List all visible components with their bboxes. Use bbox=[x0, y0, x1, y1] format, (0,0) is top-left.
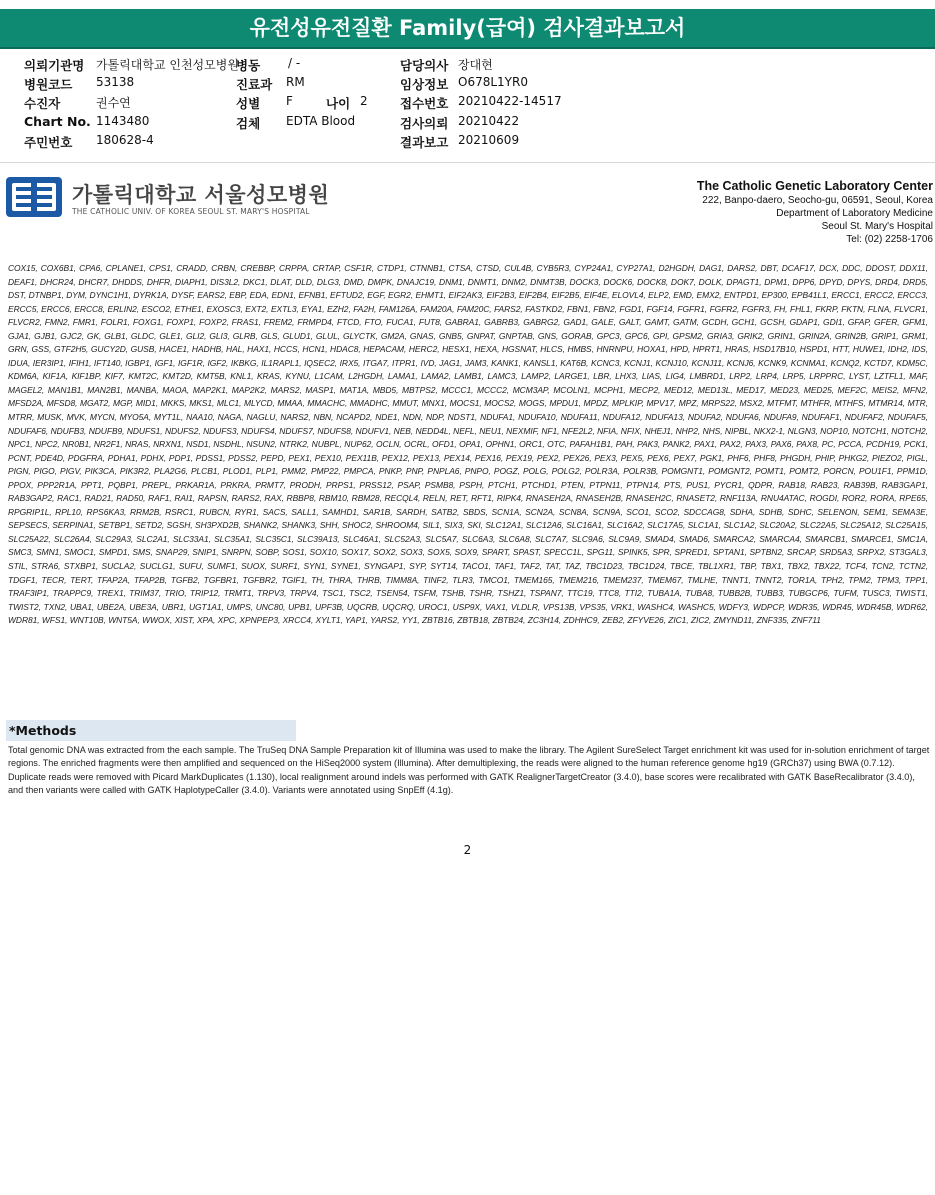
report-value: 20210609 bbox=[458, 133, 520, 147]
page-number: 2 bbox=[463, 843, 472, 857]
institution-label: 의뢰기관명 bbox=[24, 58, 85, 73]
lab-center-address bbox=[553, 178, 933, 246]
info-row-4 bbox=[0, 114, 935, 132]
dept-label: 진료과 bbox=[236, 77, 273, 92]
info-row-1 bbox=[0, 56, 935, 74]
hospital-code-label: 병원코드 bbox=[24, 77, 73, 92]
sex-value: F bbox=[286, 94, 293, 108]
rrn-value: 180628-4 bbox=[96, 133, 154, 147]
hospital-code-value: 53138 bbox=[96, 75, 135, 89]
chart-label: Chart No. bbox=[24, 114, 91, 129]
methods-heading: *Methods bbox=[6, 720, 296, 741]
receipt-label: 접수번호 bbox=[400, 96, 449, 111]
address-line-3: Seoul St. Mary's Hospital bbox=[821, 221, 933, 232]
info-row-5 bbox=[0, 133, 935, 151]
specimen-value: EDTA Blood bbox=[286, 114, 356, 128]
address-line-2: Department of Laboratory Medicine bbox=[776, 208, 933, 219]
patient-value: 권수연 bbox=[96, 96, 131, 110]
hospital-name-en: THE CATHOLIC UNIV. OF KOREA SEOUL ST. MARY'S HOSPITAL bbox=[72, 207, 310, 216]
hospital-logo bbox=[6, 177, 330, 221]
ward-value: / - bbox=[288, 56, 301, 70]
lab-center-name: The Catholic Genetic Laboratory Center bbox=[696, 179, 933, 193]
doctor-label: 담당의사 bbox=[400, 58, 449, 73]
sex-label: 성별 bbox=[236, 96, 261, 111]
report-label: 결과보고 bbox=[400, 135, 449, 150]
header-divider bbox=[0, 162, 935, 163]
address-line-1: 222, Banpo-daero, Seocho-gu, 06591, Seoul, Korea bbox=[702, 195, 933, 206]
gene-list: COX15, COX6B1, CPA6, CPLANE1, CPS1, CRADD, CRBN, CREBBP, CRPPA, CRTAP, CSF1R, CTDP1, CTNNB1, CTSA, CTSD, CUL4B, CYB5R3, CYP24A1, CYP27A1, D2HGDH, DAG1, DARS2, DBT, DCAF17, DCX, DDC, DDOST, DDX11, DEAF1, DHCR24, DHCR7, DHDDS, DHFR, DIAPH1, DIS3L2, DKC1, DLAT, DLD, DLG3, DMD, DMPK, DNAJC19, DNM1, DNMT1, DNM2, DNMT3B, DOCK3, DOCK6, DOCK8, DOK7, DOLK, DPAGT1, DPM1, DPP6, DPYD, DPYS, DRD4, DRD5, DST, DTNBP1, DYM, DYNC1H1, DYRK1A, DYSF, EARS2, EBP, EDA, EDN1, EFNB1, EFTUD2, EGF, EGR2, EHMT1, EIF2AK3, EIF2B3, EIF2B4, EIF2B5, EIF4E, ELOVL4, ELP2, EMD, EMX2, ENTPD1, EP300, EPB41L1, ERCC1, ERCC2, ERCC3, ERCC5, ERCC6, ERCC8, ERLIN2, ESCO2, ETHE1, EXOSC3, EXT2, EXTL3, EYA1, EZH2, FA2H, FAM126A, FAM20A, FAM20C, FARS2, FASTKD2, FBN1, FBN2, FGD1, FGF14, FGFR1, FGFR2, FGFR3, FH, FHL1, FKRP, FKTN, FLNA, FLVCR1, FLVCR2, FMN2, FMR1, FOLR1, FOXG1, FOXP1, FOXP2, FRAS1, FREM2, FRMPD4, FTCD, FTO, FUCA1, FUT8, GABRA1, GABRB3, GABRG2, GAD1, GALE, GALT, GAMT, GATM, GCDH, GCH1, GCSH, GDAP1, GDI1, GFAP, GFER, GFM1, GJA1, GJB1, GJC2, GK, GLB1, GLDC, GLE1, GLI2, GLI3, GLRB, GLS, GLUD1, GLUL, GLYCTK, GM2A, GNAS, GNB5, GNPAT, GNPTAB, GNS, GORAB, GPC3, GPC6, GPI, GPSM2, GRIA3, GRIK2, GRIN1, GRIN2A, GRIN2B, GRIP1, GRM1, GRN, GSS, GTF2H5, GUCY2D, GUSB, HACE1, HADHB, HAL, HAX1, HCCS, HCN1, HDAC8, HEPACAM, HERC2, HESX1, HEXA, HGSNAT, HLCS, HMBS, HNRNPU, HOXA1, HPD, HPRT1, HRAS, HSD17B10, HSPD1, HTT, HUWE1, IDH2, IDS, IDUA, IER3IP1, IFIH1, IFT140, IGBP1, IGF1, IGF1R, IGF2, IKBKG, IL1RAPL1, IQSEC2, IRX5, ITGA7, ITPR1, IVD, JAG1, JAM3, KANK1, KANSL1, KAT6B, KCNC3, KCNJ1, KCNJ10, KCNJ11, KCNJ6, KCNK9, KCNMA1, KCNQ2, KCTD7, KDM5C, KDM6A, KIF1A, KIF1BP, KIF7, KMT2C, KMT2D, KMT5B, KNL1, KRAS, KYNU, L1CAM, L2HGDH, LAMA1, LAMA2, LAMB1, LAMC3, LAMP2, LARGE1, LBR, LHX3, LIAS, LIG4, LMBRD1, LRP2, LRP4, LRP5, LRPPRC, LYST, LZTFL1, MAF, MAGEL2, MAN1B1, MAN2B1, MANBA, MAOA, MAP2K1, MAP2K2, MARS2, MASP1, MAT1A, MBD5, MBTPS2, MCCC1, MCCC2, MCM3AP, MCOLN1, MCPH1, MECP2, MED12, MED13L, MED17, MED23, MED25, MEF2C, MEIS2, MFN2, MFSD2A, MFSD8, MGAT2, MGP, MID1, MKKS, MKS1, MLC1, MLYCD, MMAA, MMACHC, MMADHC, MMUT, MNX1, MOCS1, MOCS2, MOGS, MPDU1, MPDZ, MPLKIP, MPV17, MPZ, MRPS22, MSX2, MTFMT, MTHFR, MTHFS, MTMR14, MTR, MTRR, MUSK, MVK, MYCN, MYO5A, MYT1L, NAA10, NAGA, NAGLU, NARS2, NBN, NCAPD2, NDE1, NDN, NDP, NDST1, NDUFA1, NDUFA10, NDUFA11, NDUFA12, NDUFA13, NDUFA2, NDUFA6, NDUFA9, NDUFAF1, NDUFAF2, NDUFAF5, NDUFAF6, NDUFB3, NDUFB9, NDUFS1, NDUFS2, NDUFS3, NDUFS4, NDUFS7, NDUFS8, NDUFV1, NEB, NEDD4L, NEFL, NEU1, NEXMIF, NF1, NFE2L2, NFIA, NFIX, NHEJ1, NHP2, NHS, NIPBL, NKX2-1, NLGN3, NOP10, NOTCH1, NOTCH2, NPC1, NPC2, NR0B1, NR2F1, NRAS, NRXN1, NSD1, NSDHL, NSUN2, NTRK2, NUBPL, NUP62, OCLN, OCRL, OFD1, OPA1, OPHN1, ORC1, OTC, PAFAH1B1, PAH, PAK3, PANK2, PAX1, PAX2, PAX3, PAX6, PAX8, PC, PCCA, PCDH19, PCK1, PCNT, PDE4D, PDGFRA, PDHA1, PDHX, PDP1, PDSS1, PDSS2, PEPD, PEX1, PEX10, PEX11B, PEX12, PEX13, PEX14, PEX16, PEX19, PEX2, PEX26, PEX3, PEX5, PEX6, PEX7, PGK1, PHF6, PHF8, PHGDH, PHIP, PHKG2, PIEZO2, PIGL, PIGN, PIGO, PIGV, PIK3CA, PIK3R2, PLA2G6, PLCB1, PLOD1, PLP1, PMM2, PMP22, PMPCA, PNKP, PNP, PNPLA6, PNPO, POGZ, POLG, POLG2, POLR3A, POLR3B, POMGNT1, POMGNT2, POMT1, POMT2, PORCN, POU1F1, PPM1D, PPOX, PPP2R1A, PPT1, PQBP1, PREPL, PRKAR1A, PRKRA, PRMT7, PRODH, PRPS1, PRSS12, PSAP, PSMB8, PSPH, PTCH1, PTCHD1, PTEN, PTPN11, PTPN14, PTS, PUS1, PYCR1, QDPR, RAB18, RAB23, RAB39B, RAB3GAP1, RAB3GAP2, RAC1, RAD21, RAD50, RAF1, RAI1, RAPSN, RARS2, RAX, RBBP8, RBM10, RBM28, RECQL4, RELN, RET, RFT1, RIPK4, RNASEH2A, RNASEH2B, RNASEH2C, RNASET2, RNF113A, RNU4ATAC, ROGDI, ROR2, RORA, RPE65, RPGRIP1L, RPL10, RPS6KA3, RRM2B, RSRC1, RUBCN, RYR1, SACS, SALL1, SAMHD1, SAR1B, SARDH, SATB2, SBDS, SCN1A, SCN2A, SCN8A, SCN9A, SCO1, SCO2, SDCCAG8, SDHA, SDHB, SDHC, SELENON, SEM1, SEMA3E, SEPSECS, SERPINA1, SETBP1, SETD2, SGSH, SH3PXD2B, SHANK2, SHANK3, SHH, SHOC2, SHROOM4, SIL1, SIX3, SKI, SLC12A1, SLC12A6, SLC16A1, SLC16A2, SLC17A5, SLC1A1, SLC1A2, SLC20A2, SLC22A5, SLC25A12, SLC25A15, SLC25A22, SLC26A4, SLC29A3, SLC2A1, SLC33A1, SLC35A1, SLC35C1, SLC39A13, SLC46A1, SLC52A3, SLC5A7, SLC6A3, SLC6A8, SLC7A7, SLC9A6, SLC9A9, SMAD4, SMAD6, SMARCA2, SMARCA4, SMARCB1, SMARCE1, SMC1A, SMC3, SMN1, SMOC1, SMPD1, SMS, SNAP29, SNIP1, SNRPN, SOBP, SOS1, SOX10, SOX17, SOX2, SOX3, SOX5, SOX9, SPART, SPAST, SPECC1L, SPG11, SPINK5, SPR, SPRED1, SPTAN1, SPTBN2, SRCAP, SRD5A3, SRPX2, ST3GAL3, STIL, STRA6, STXBP1, SUCLA2, SUCLG1, SUFU, SUMF1, SUOX, SURF1, SYN1, SYNE1, SYNGAP1, SYP, SYT14, TACO1, TAF1, TAF2, TAT, TAZ, TBC1D23, TBC1D24, TBCE, TBL1XR1, TBP, TBX1, TBX2, TBX22, TCF4, TCN2, TCTN2, TDGF1, TECR, TERT, TFAP2A, TFAP2B, TGFB2, TGFBR1, TGFBR2, TGIF1, TH, THRA, THRB, TIMM8A, TINF2, TLR3, TMCO1, TMEM165, TMEM216, TMEM237, TMEM67, TMLHE, TNNT1, TNNT2, TOR1A, TPH2, TPM2, TPM3, TPP1, TRAF3IP1, TRAPPC9, TREX1, TRIM37, TRIO, TRIP12, TRMT1, TRPV3, TRPV4, TSC1, TSC2, TSEN54, TSFM, TSHB, TSHR, TSHZ1, TSPAN7, TTC19, TTC8, TTI2, TUBA1A, TUBA8, TUBB2B, TUBB3, TUBGCP6, TUFM, TUSC3, TWIST1, TWIST2, TXN2, UBA1, UBE2A, UBE3A, UBR1, UGT1A1, UMPS, UNC80, UPB1, UPF3B, UQCRB, UQCRQ, UROC1, USP9X, VAX1, VLDLR, VPS13B, VPS35, VRK1, WASHC4, WASHC5, WDFY3, WDPCP, WDR35, WDR45, WDR45B, WDR62, WDR81, WFS1, WNT10B, WNT5A, WWOX, XIST, XPA, XPC, XPNPEP3, XRCC4, XYLT1, YAP1, YARS2, YY1, ZBTB16, ZBTB18, ZBTB24, ZC3H14, ZDHHC9, ZEB2, ZFYVE26, ZIC1, ZIC2, ZMYND11, ZNF335, ZNF711 bbox=[8, 263, 928, 626]
receipt-value: 20210422-14517 bbox=[458, 94, 562, 108]
hospital-name-kr: 가톨릭대학교 서울성모병원 bbox=[72, 183, 330, 207]
institution-value: 가톨릭대학교 인천성모병원 bbox=[96, 58, 239, 72]
patient-info-panel bbox=[0, 54, 935, 154]
info-row-3 bbox=[0, 94, 935, 112]
specimen-label: 검체 bbox=[236, 116, 261, 131]
clinical-value: O678L1YR0 bbox=[458, 75, 528, 89]
clinical-label: 임상정보 bbox=[400, 77, 449, 92]
doctor-value: 장대현 bbox=[458, 58, 493, 72]
ward-label: 병동 bbox=[236, 58, 261, 73]
dept-value: RM bbox=[286, 75, 305, 89]
patient-label: 수진자 bbox=[24, 96, 61, 111]
age-value: 2 bbox=[360, 94, 368, 108]
methods-text: Total genomic DNA was extracted from the each sample. The TruSeq DNA Sample Preparation kit of Illumina was used to make the library. The Agilent SureSelect Target enrichment kit was used for in-solution enrichment of target regions. The enriched fragments were then amplified and sequenced on the HiSeq2000 system (Illumina). After demultiplexing, the reads were aligned to the human reference genome hg19 (GRCh37) using BWA (0.7.12). Duplicate reads were removed with Picard MarkDuplicates (1.130), local realignment around indels was performed with GATK RealignerTargetCreator (3.4.0), base scores were recalibrated with GATK BaseRecalibrator (3.4.0), and then variants were called with GATK HaplotypeCaller (3.4.0). Variants were annotated using SnpEff (4.1g). bbox=[8, 745, 930, 795]
request-label: 검사의뢰 bbox=[400, 116, 449, 131]
chart-value: 1143480 bbox=[96, 114, 150, 128]
rrn-label: 주민번호 bbox=[24, 135, 73, 150]
age-label: 나이 bbox=[326, 96, 351, 111]
phone-number: Tel: (02) 2258-1706 bbox=[846, 234, 933, 245]
hospital-emblem-icon bbox=[6, 177, 62, 217]
report-title: 유전성유전질환 Family(급여) 검사결과보고서 bbox=[0, 9, 935, 49]
request-value: 20210422 bbox=[458, 114, 520, 128]
info-row-2 bbox=[0, 75, 935, 93]
